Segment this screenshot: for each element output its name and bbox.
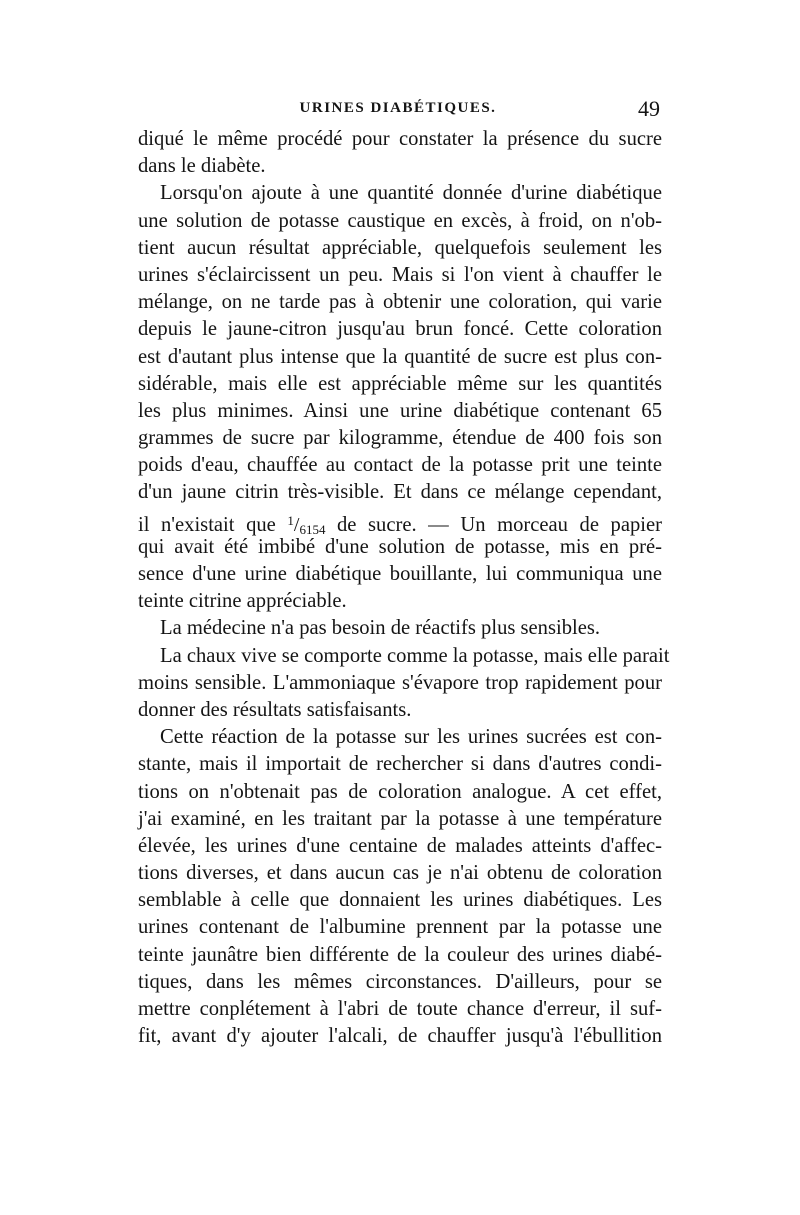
text-line: est d'autant plus intense que la quantité de sucre est plus con- [138,345,662,368]
text-line: qui avait été imbibé d'une solution de potasse, mis en pré- [138,535,662,558]
text-line: mettre conplétement à l'abri de toute chance d'erreur, il suf- [138,998,662,1020]
text-line: tions on n'obtenait pas de coloration analogue. A cet effet, [138,780,662,803]
text-line: tient aucun résultat appréciable, quelquefois seulement les [138,236,662,259]
text-line: teinte citrine appréciable. [138,590,347,613]
text-line: moins sensible. L'ammoniaque s'évapore trop rapidement pour [138,671,662,694]
body-text [138,126,670,1050]
paragraph [138,724,662,1050]
text-line: La chaux vive se comporte comme la potasse, mais elle parait [160,644,670,667]
text-line: tions diverses, et dans aucun cas je n'ai obtenu de coloration [138,862,662,885]
text-line: La médecine n'a pas besoin de réactifs plus sensibles. [160,617,601,640]
text-line: d'un jaune citrin très-visible. Et dans ce mélange cependant, [138,481,662,504]
text-line: j'ai examiné, en les traitant par la potasse à une température [138,807,662,830]
paragraph [138,126,662,180]
text-line: une solution de potasse caustique en excès, à froid, on n'ob- [138,209,662,232]
fraction-line-after: de sucre. — Un morceau de papier [325,513,663,536]
fraction: $^1/_{6154}$ [287,512,326,537]
page-number: 49 [638,96,660,121]
fraction-line [138,507,663,537]
text-line: élevée, les urines d'une centaine de malades atteints d'affec- [138,834,662,857]
text-line: Cette réaction de la potasse sur les urines sucrées est con- [160,726,662,749]
text-line: diqué le même procédé pour constater la présence du sucre [138,128,662,150]
text-line: sidérable, mais elle est appréciable même sur les quantités [138,372,662,395]
text-line: poids d'eau, chauffée au contact de la potasse prit une teinte [138,454,662,477]
text-line: sence d'une urine diabétique bouillante, lui communiqua une [138,563,662,585]
text-line: tiques, dans les mêmes circonstances. D'ailleurs, pour se [138,970,662,993]
text-line: fit, avant d'y ajouter l'alcali, de chauffer jusqu'à l'ébullition [138,1025,662,1048]
fraction-numerator: 1 [287,512,294,528]
text-line: Lorsqu'on ajoute à une quantité donnée d'urine diabétique [160,182,662,205]
fraction-line-before: il n'existait que [138,513,288,536]
paragraph [138,615,662,642]
fraction-denominator: 6154 [299,521,326,537]
paragraph [138,643,670,725]
text-line: mélange, on ne tarde pas à obtenir une coloration, qui varie [138,291,662,314]
text-line: urines s'éclaircissent un peu. Mais si l'on vient à chauffer le [138,263,662,286]
text-line: depuis le jaune-citron jusqu'au brun foncé. Cette coloration [138,318,662,341]
text-line: les plus minimes. Ainsi une urine diabétique contenant 65 [138,399,662,422]
text-line: donner des résultats satisfaisants. [138,698,412,721]
text-line: teinte jaunâtre bien différente de la couleur des urines diabé- [138,943,662,966]
running-header [138,96,660,126]
text-line: stante, mais il importait de rechercher si dans d'autres condi- [138,753,662,776]
text-line: urines contenant de l'albumine prennent par la potasse une [138,916,662,939]
text-line: grammes de sucre par kilogramme, étendue de 400 fois son [138,427,662,450]
text-line: dans le diabète. [138,155,266,178]
running-title: URINES DIABÉTIQUES. [299,100,497,116]
text-line: semblable à celle que donnaient les urines diabétiques. Les [138,889,662,912]
paragraph [138,180,662,615]
